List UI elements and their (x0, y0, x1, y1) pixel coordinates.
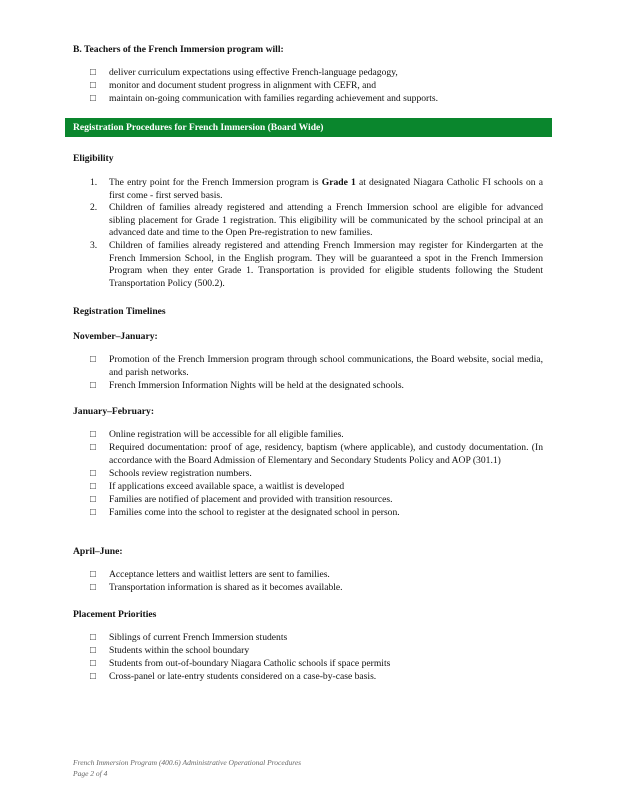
list-item-text: If applications exceed available space, a waitlist is developed (109, 481, 345, 492)
list-item-text: Schools review registration numbers. (109, 468, 252, 479)
bullet-icon: □ (90, 569, 96, 580)
list-item (73, 428, 543, 441)
item-text: at designated Niagara Catholic FI schools on a first come - first served basis. (109, 177, 543, 201)
list-item-text: Required documentation: proof of age, residency, baptism (where applicable), and custody documentation. (In accordance with the Board Admission of Elementary and Secondary Students Policy and AOP (301.1) (109, 442, 543, 466)
bullet-icon: □ (90, 494, 96, 505)
period-label: April–June: (73, 546, 123, 557)
section-banner: Registration Procedures for French Immersion (Board Wide) (65, 118, 552, 137)
list-item (73, 79, 543, 92)
list-item-text: Acceptance letters and waitlist letters are sent to families. (109, 569, 330, 580)
period-label: January–February: (73, 406, 155, 417)
item-bold: Grade 1 (321, 177, 356, 188)
placement-section (73, 609, 543, 683)
bullet-icon: □ (90, 507, 96, 518)
eligibility-list (73, 177, 543, 290)
bullet-icon: □ (90, 582, 96, 593)
list-item (73, 92, 543, 105)
list-item-text: Siblings of current French Immersion students (109, 632, 288, 643)
list-item-text: Families are notified of placement and provided with transition resources. (109, 494, 393, 505)
list-item (73, 66, 543, 79)
bullet-icon: □ (90, 93, 96, 104)
list-item (73, 657, 543, 670)
page-number: Page 2 of 4 (73, 769, 108, 778)
list-item-text: monitor and document student progress in alignment with CEFR, and (109, 80, 376, 91)
period-label: November–January: (73, 331, 158, 342)
teachers-section (73, 44, 543, 105)
list-item (73, 202, 543, 240)
bullet-icon: □ (90, 80, 96, 91)
list-item-text: deliver curriculum expectations using effective French-language pedagogy, (109, 67, 398, 78)
footer-title: French Immersion Program (400.6) Administrative Operational Procedures (73, 758, 302, 767)
list-item (73, 670, 543, 683)
list-item (73, 644, 543, 657)
list-item-text: Students from out-of-boundary Niagara Catholic schools if space permits (109, 658, 391, 669)
list-item (73, 480, 543, 493)
period-apr-jun (73, 546, 543, 594)
timeline-heading: Registration Timelines (73, 306, 166, 317)
list-item (73, 493, 543, 506)
list-item-text: Online registration will be accessible for all eligible families. (109, 429, 344, 440)
bullet-icon: □ (90, 468, 96, 479)
list-item (73, 177, 543, 202)
bullet-icon: □ (90, 429, 96, 440)
bullet-icon: □ (90, 632, 96, 643)
list-item-text: maintain on-going communication with families regarding achievement and supports. (109, 93, 439, 104)
list-item-text: Students within the school boundary (109, 645, 250, 656)
item-text: Children of families already registered and attending French Immersion may register for Kindergarten at the French Immersion School, in the English program. They will be guaranteed a spot in the French Immersion Program when they enter Grade 1. Transportation is provided for eligible students following the Student Transportation Policy (500.2). (109, 239, 543, 289)
bullet-icon: □ (90, 481, 96, 492)
item-text: The entry point for the French Immersion program is (109, 177, 322, 188)
bullet-icon: □ (90, 645, 96, 656)
placement-heading: Placement Priorities (73, 609, 157, 620)
list-item (73, 568, 543, 581)
list-item (73, 379, 543, 392)
period-nov-jan (73, 331, 543, 392)
list-item (73, 581, 543, 594)
list-item (73, 631, 543, 644)
eligibility-section (73, 153, 543, 290)
bullet-icon: □ (90, 354, 96, 365)
bullet-icon: □ (90, 67, 96, 78)
list-item-text: Families come into the school to register at the designated school in person. (109, 507, 400, 518)
bullet-icon: □ (90, 442, 96, 453)
timeline-heading-block (73, 306, 543, 317)
bullet-icon: □ (90, 658, 96, 669)
item-number: 2. (90, 202, 98, 214)
eligibility-heading: Eligibility (73, 153, 114, 164)
list-item-text: Promotion of the French Immersion program through school communications, the Board website, social media, and parish networks. (109, 354, 543, 378)
page-footer (73, 757, 301, 779)
list-item-text: French Immersion Information Nights will be held at the designated schools. (109, 380, 404, 391)
list-item (73, 353, 543, 379)
list-item (73, 240, 543, 290)
list-item (73, 467, 543, 480)
list-item (73, 441, 543, 467)
item-text: Children of families already registered and attending a French Immersion school are eligible for advanced sibling placement for Grade 1 registration. This eligibility will be communicated by the school principal at an advanced date and time to the Open Pre-registration to new families. (109, 202, 543, 239)
teachers-heading: B. Teachers of the French Immersion program will: (73, 44, 284, 55)
item-number: 3. (90, 239, 98, 251)
bullet-icon: □ (90, 380, 96, 391)
period-jan-feb (73, 406, 543, 519)
bullet-icon: □ (90, 671, 96, 682)
list-item-text: Transportation information is shared as it becomes available. (109, 582, 343, 593)
list-item (73, 506, 543, 519)
teachers-list (73, 66, 543, 105)
item-number: 1. (90, 177, 98, 188)
list-item-text: Cross-panel or late-entry students considered on a case-by-case basis. (109, 671, 377, 682)
